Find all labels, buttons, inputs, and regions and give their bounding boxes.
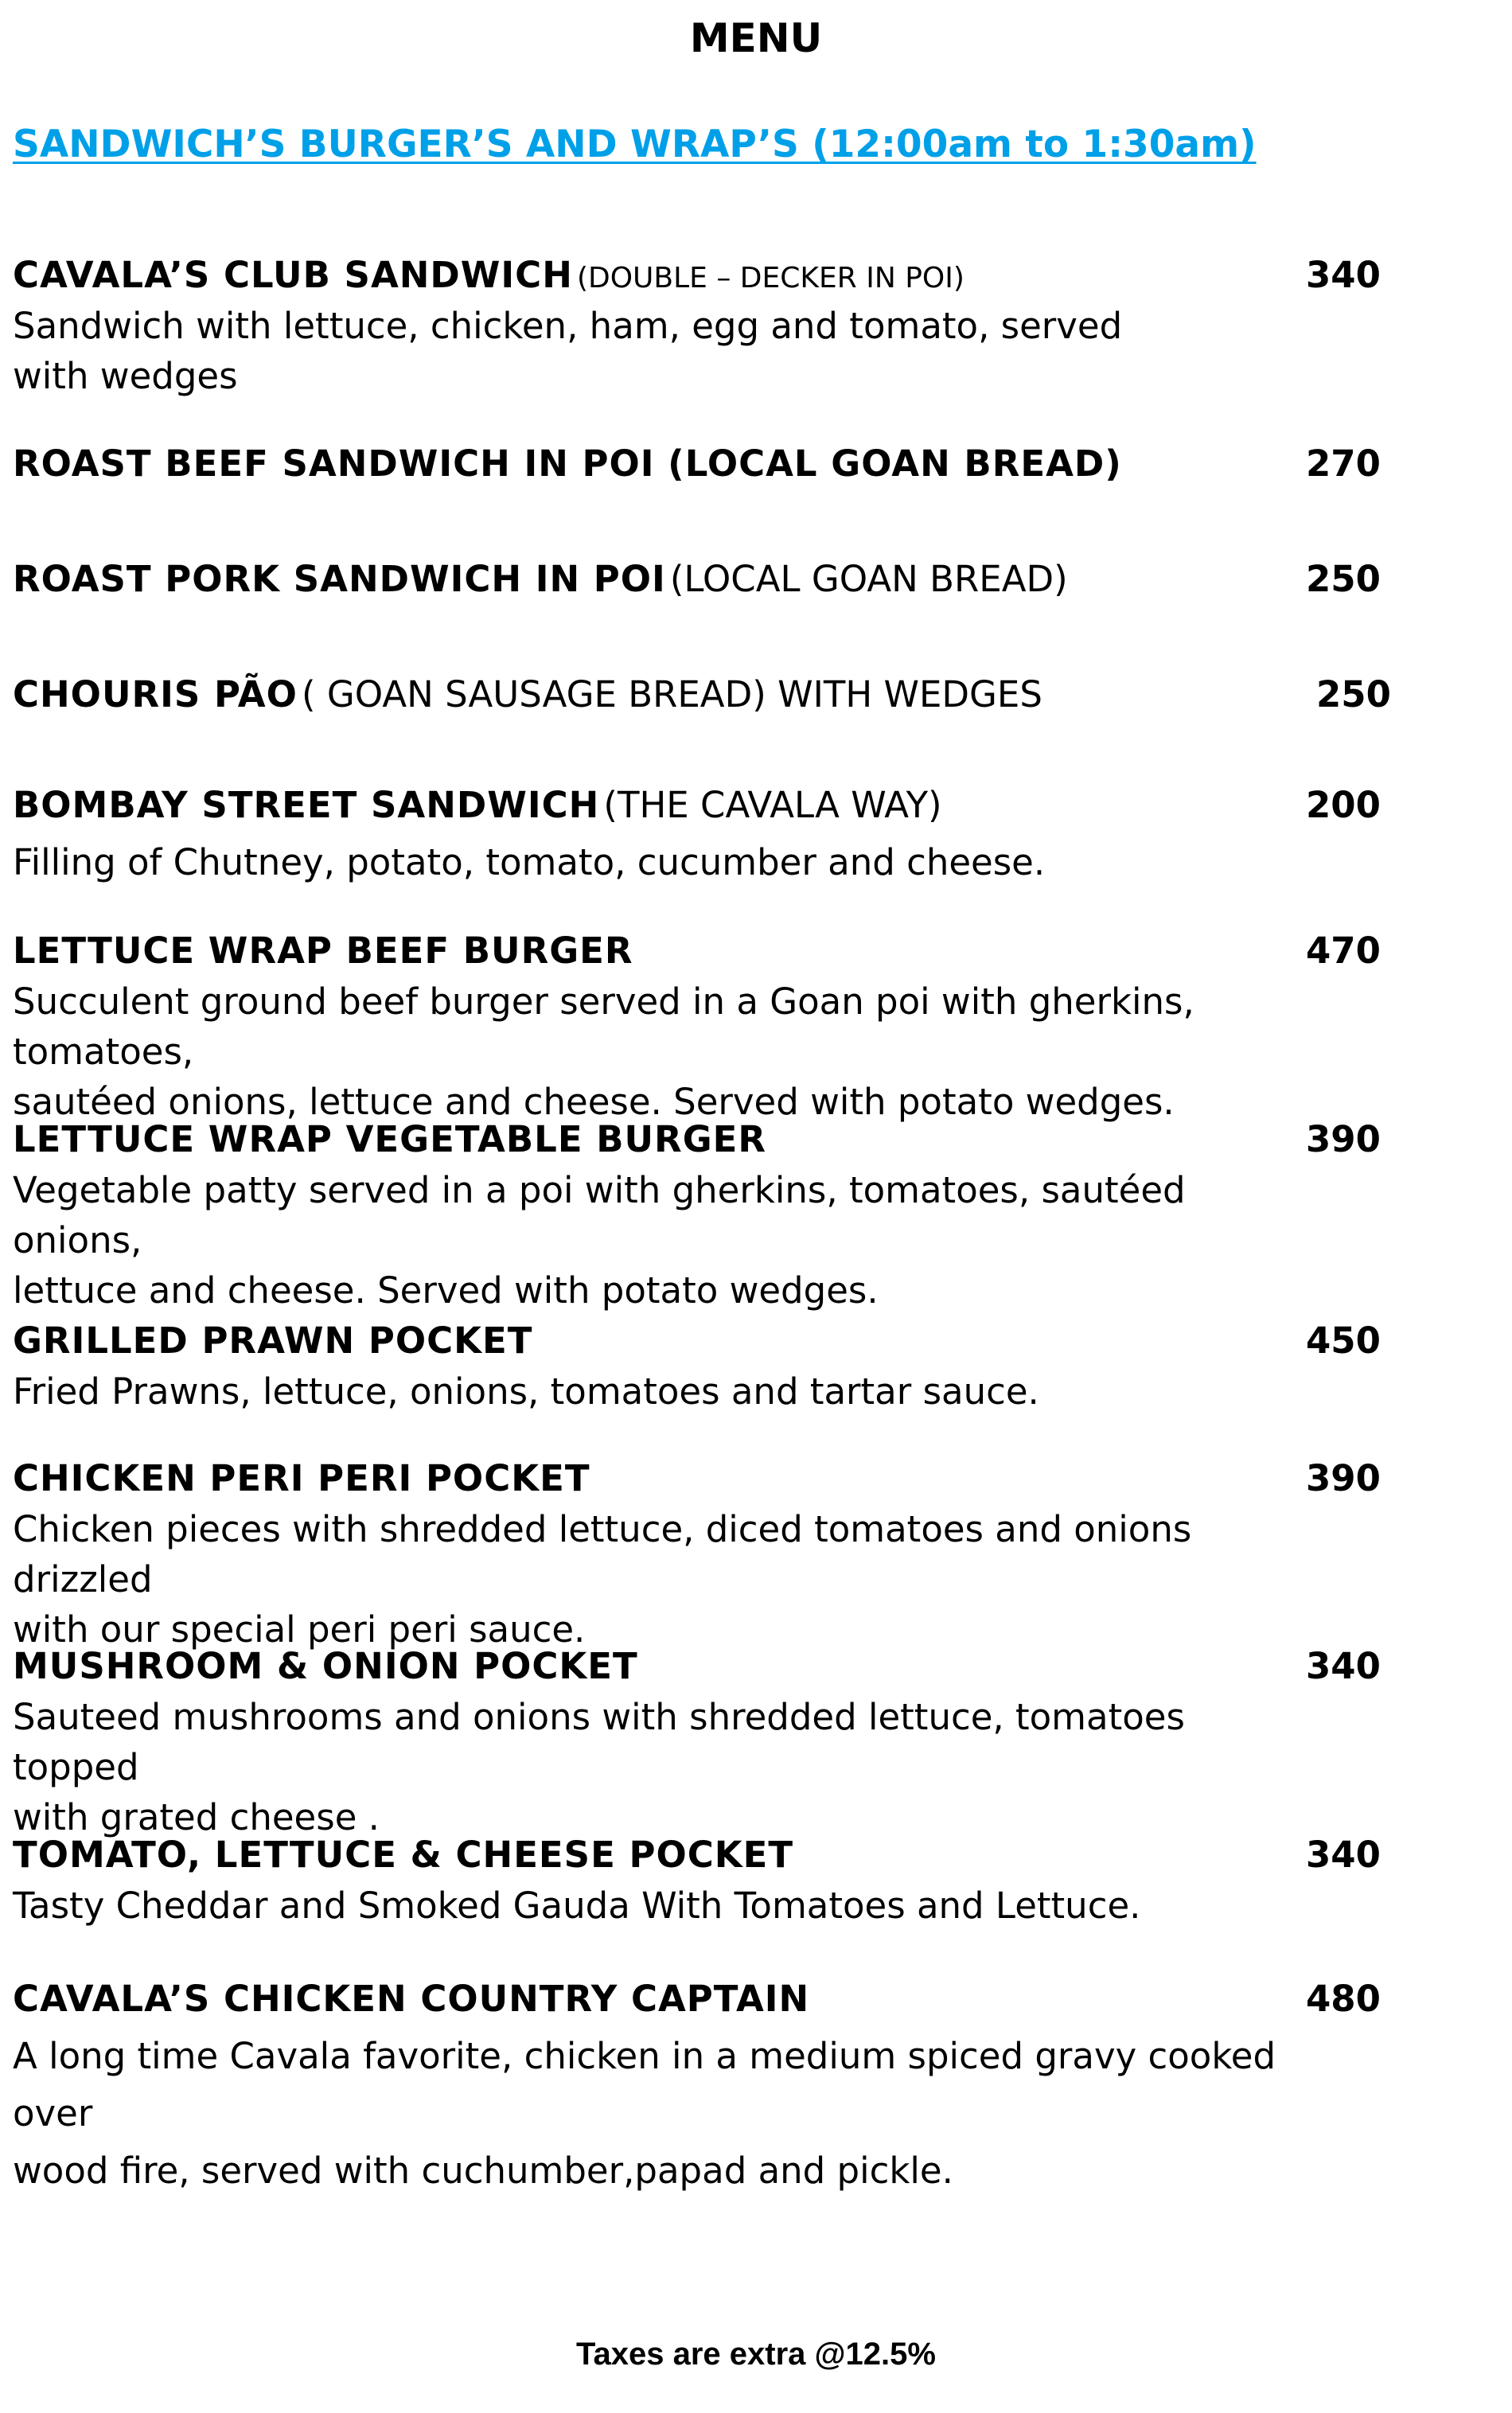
menu-item: [13, 1641, 1397, 1842]
menu-item-price: 340: [1306, 254, 1381, 296]
menu-item: [13, 250, 1397, 401]
menu-item-price: 480: [1306, 1978, 1381, 2020]
menu-item-header: [13, 669, 1397, 720]
menu-item: [13, 780, 1397, 887]
menu-item-note: (LOCAL GOAN BREAD): [669, 558, 1068, 600]
menu-item-note: ( GOAN SAUSAGE BREAD) WITH WEDGES: [301, 673, 1042, 715]
menu-item-name: TOMATO, LETTUCE & CHEESE POCKET: [13, 1834, 794, 1876]
menu-item-price: 340: [1306, 1645, 1381, 1687]
menu-item-name: LETTUCE WRAP BEEF BURGER: [13, 930, 633, 972]
menu-item-description: Fried Prawns, lettuce, onions, tomatoes and tartar sauce.: [13, 1370, 1039, 1413]
menu-item-name: CAVALA’S CHICKEN COUNTRY CAPTAIN: [13, 1978, 810, 2020]
menu-item-header: [13, 250, 1397, 301]
menu-item-description: Filling of Chutney, potato, tomato, cucumber and cheese.: [13, 841, 1046, 883]
menu-item: [13, 439, 1397, 489]
menu-item-name: ROAST PORK SANDWICH IN POI: [13, 558, 666, 600]
menu-item-note: (THE CAVALA WAY): [603, 784, 942, 826]
menu-item-price: 200: [1306, 784, 1381, 826]
menu-item-header: [13, 1114, 1397, 1165]
page-title: MENU: [689, 15, 823, 61]
menu-item: [13, 1114, 1397, 1316]
menu-item-header: [13, 1316, 1397, 1366]
menu-item-name: CHOURIS PÃO: [13, 673, 298, 715]
tax-footnote: Taxes are extra @12.5%: [576, 2337, 936, 2372]
menu-item-name: ROAST BEEF SANDWICH IN POI (LOCAL GOAN BREAD): [13, 442, 1122, 485]
menu-item-price: 450: [1306, 1320, 1381, 1362]
menu-item-price: 390: [1306, 1457, 1381, 1499]
menu-item-name: MUSHROOM & ONION POCKET: [13, 1645, 638, 1687]
menu-item: [13, 1830, 1397, 1931]
menu-item-name: CAVALA’S CLUB SANDWICH: [13, 254, 573, 296]
menu-item-name: CHICKEN PERI PERI POCKET: [13, 1457, 590, 1499]
menu-item-price: 340: [1306, 1834, 1381, 1876]
menu-item-name: BOMBAY STREET SANDWICH: [13, 784, 600, 826]
menu-item: [13, 926, 1397, 1127]
menu-item-description: Sauteed mushrooms and onions with shredded lettuce, tomatoes topped with grated cheese .: [13, 1696, 1185, 1838]
menu-item-header: [13, 1453, 1397, 1504]
menu-item: [13, 1974, 1397, 2200]
menu-item-header: [13, 554, 1397, 605]
menu-item-description: Tasty Cheddar and Smoked Gauda With Tomatoes and Lettuce.: [13, 1885, 1141, 1927]
menu-item-description: A long time Cavala favorite, chicken in a medium spiced gravy cooked over wood fire, served with cuchumber,papad and pickle.: [13, 2035, 1276, 2192]
menu-item-name: LETTUCE WRAP VEGETABLE BURGER: [13, 1118, 767, 1160]
menu-item-header: [13, 926, 1397, 977]
menu-item-price: 470: [1306, 930, 1381, 972]
menu-item-price: 250: [1306, 558, 1381, 600]
menu-item-price: 270: [1306, 442, 1381, 485]
menu-item-header: [13, 1974, 1397, 2025]
menu-item-description: Vegetable patty served in a poi with gherkins, tomatoes, sautéed onions, lettuce and cheese. Served with potato wedges.: [13, 1169, 1186, 1312]
menu-item-header: [13, 780, 1397, 831]
menu-item: [13, 1453, 1397, 1655]
menu-item-name: GRILLED PRAWN POCKET: [13, 1320, 533, 1362]
menu-item: [13, 1316, 1397, 1417]
menu-item-header: [13, 439, 1397, 489]
menu-item: [13, 669, 1397, 720]
menu-item: [13, 554, 1397, 605]
menu-item-header: [13, 1641, 1397, 1692]
menu-item-note: (DOUBLE – DECKER IN POI): [576, 262, 964, 294]
menu-item-description: Succulent ground beef burger served in a Goan poi with gherkins, tomatoes, sautéed onions, lettuce and cheese. Served with potato wedges.: [13, 980, 1194, 1123]
menu-item-description: Chicken pieces with shredded lettuce, diced tomatoes and onions drizzled with our special peri peri sauce.: [13, 1508, 1192, 1651]
section-heading: SANDWICH’S BURGER’S AND WRAP’S (12:00am to 1:30am): [13, 123, 1257, 166]
menu-item-description: Sandwich with lettuce, chicken, ham, egg and tomato, served with wedges: [13, 305, 1123, 397]
menu-item-header: [13, 1830, 1397, 1881]
menu-item-price: 390: [1306, 1118, 1381, 1160]
menu-item-price: 250: [1316, 673, 1391, 715]
